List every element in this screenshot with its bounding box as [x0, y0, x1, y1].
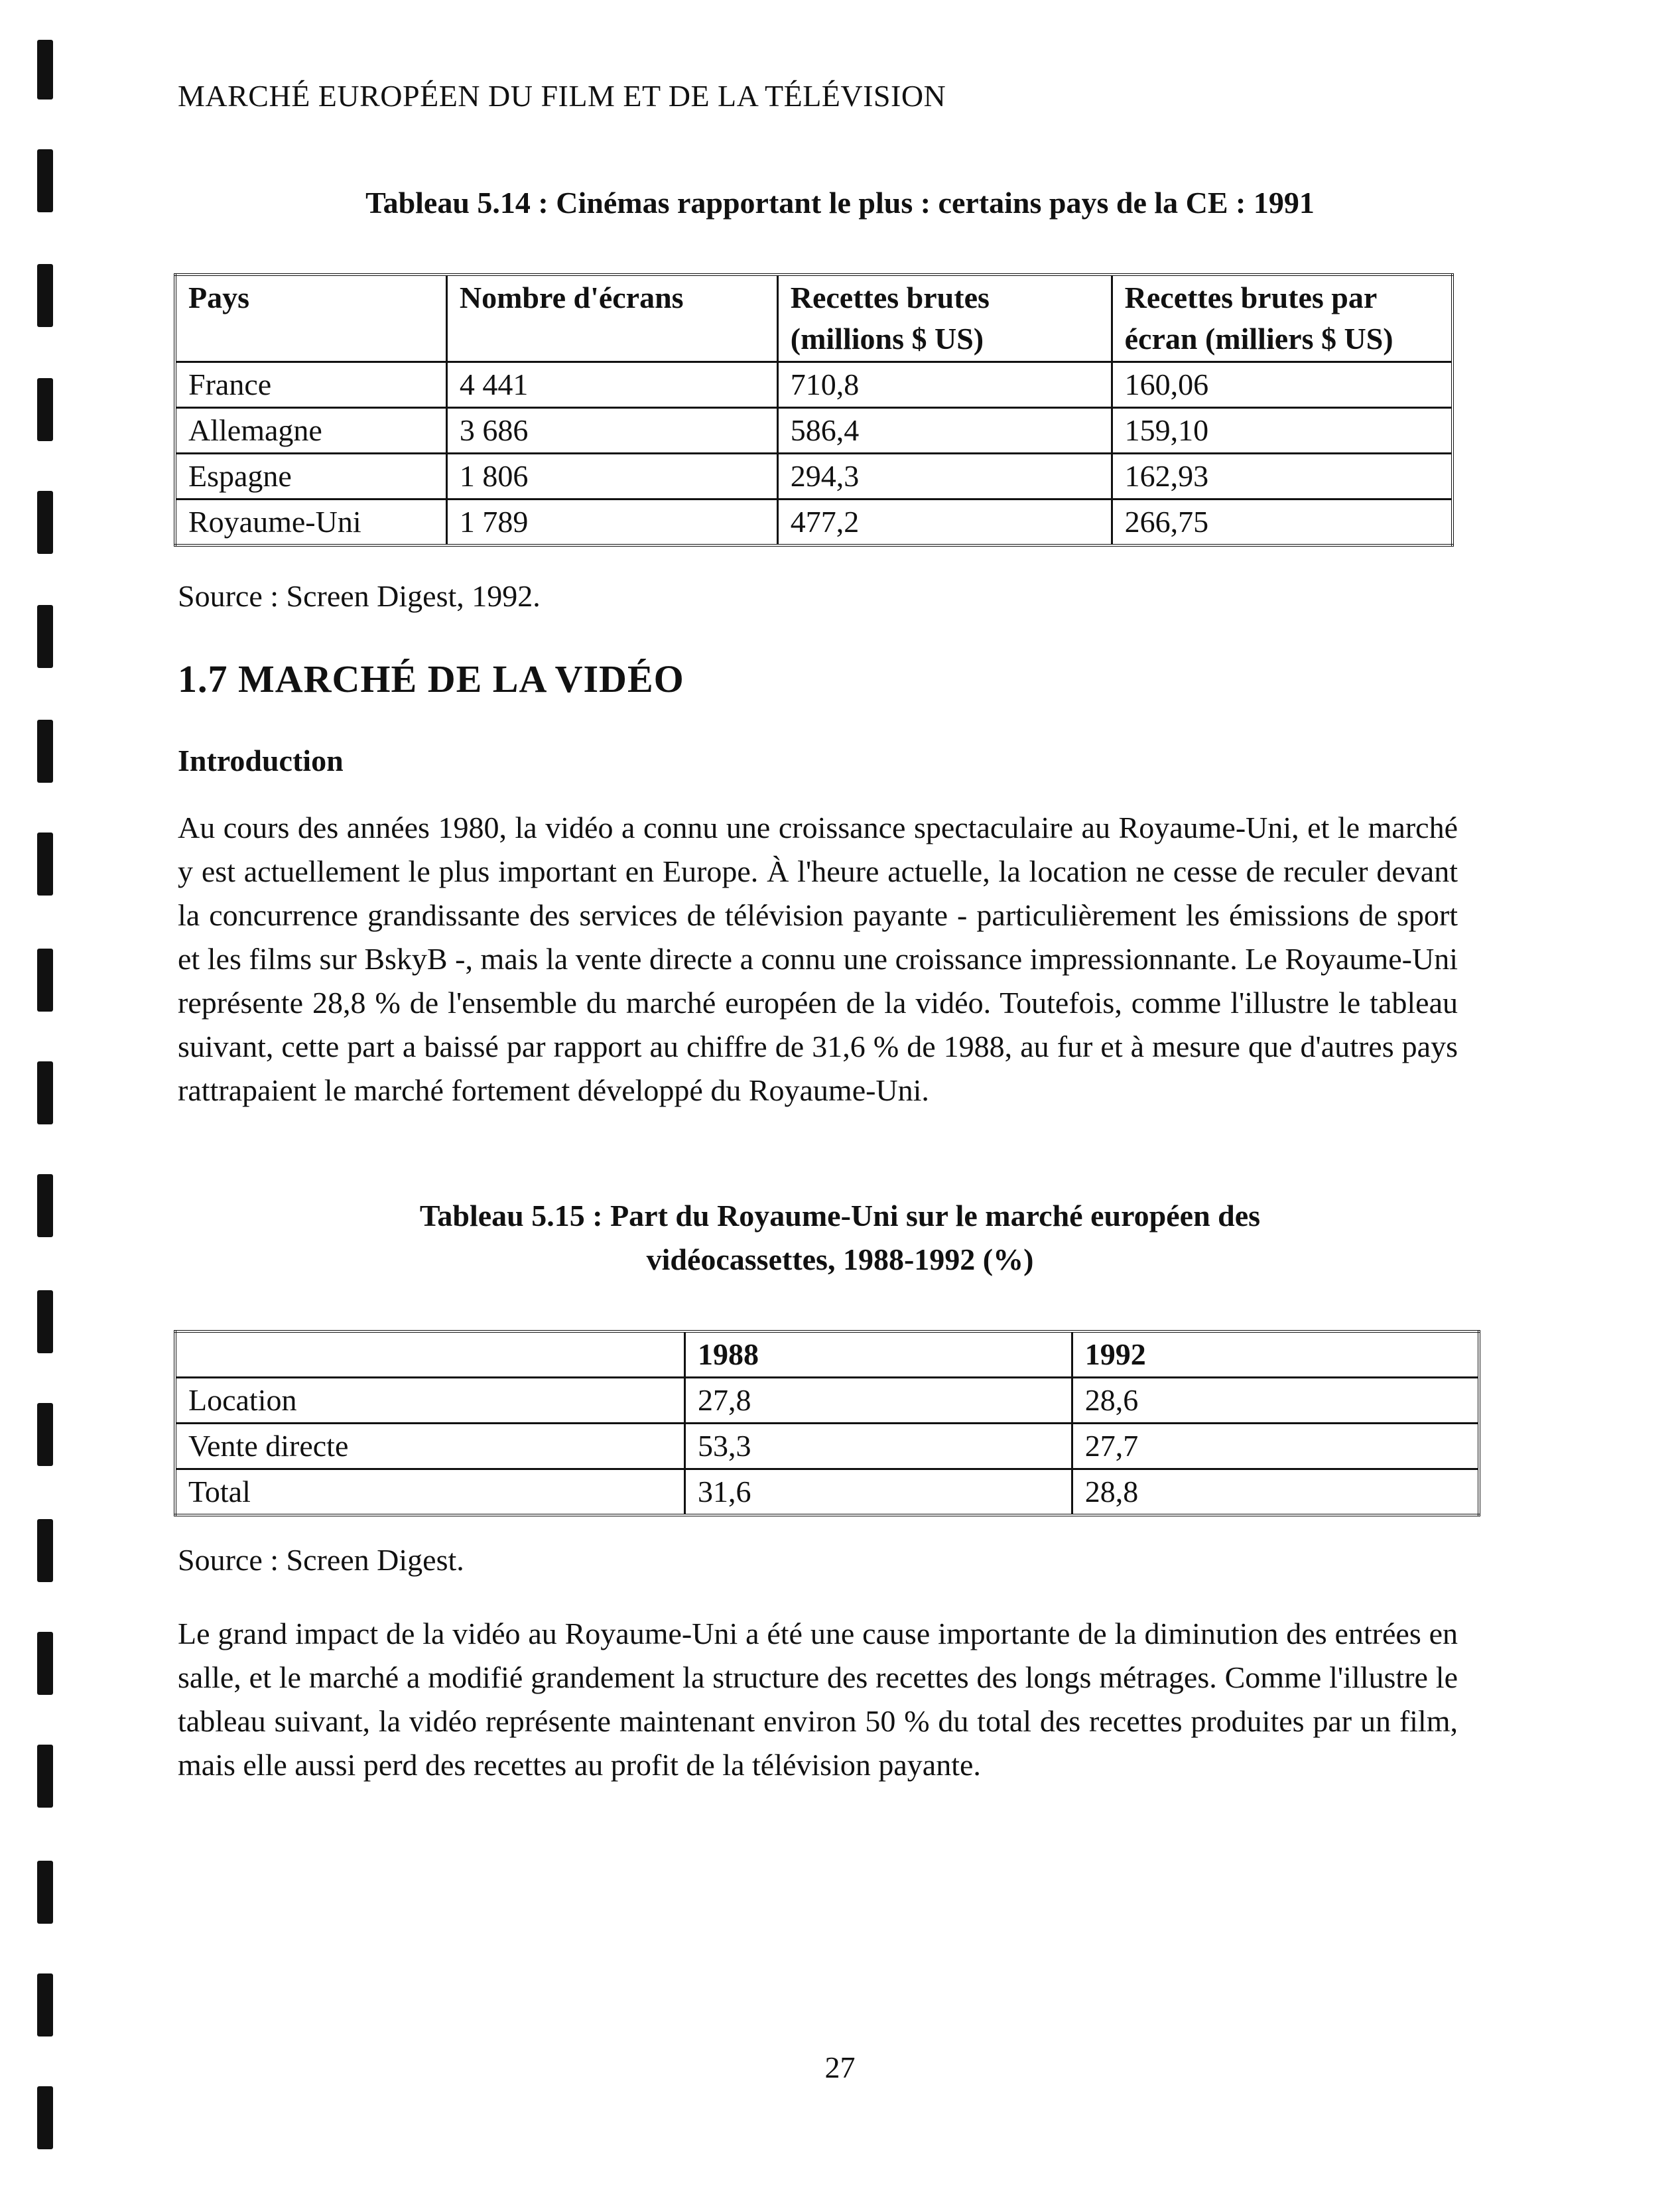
column-header: Pays [175, 275, 446, 362]
table-cell: 3 686 [446, 408, 777, 454]
table-cell: Total [175, 1469, 684, 1516]
column-header [175, 1331, 684, 1378]
binding-mark [37, 2086, 53, 2149]
table-5-15 [174, 1330, 1480, 1516]
table-cell: 1 789 [446, 500, 777, 546]
column-header: Recettes brutes (millions $ US) [777, 275, 1112, 362]
table-cell: 162,93 [1112, 454, 1453, 500]
table-row [175, 1469, 1479, 1516]
table-cell: 294,3 [777, 454, 1112, 500]
table-cell: 27,7 [1072, 1424, 1479, 1469]
binding-mark [37, 1973, 53, 2036]
table-cell: 586,4 [777, 408, 1112, 454]
table-row [175, 1378, 1479, 1424]
binding-mark [37, 720, 53, 783]
intro-paragraph: Au cours des années 1980, la vidéo a connu une croissance spectaculaire au Royaume-Uni, et le marché y est actuellement le plus important en Europe. À l'heure actuelle, la location ne cesse de reculer devant la concurrence grandissante des services de télévision payante - particulièrement les émissions de sport et les films sur BskyB -, mais la vente directe a connu une croissance impressionnante. Le Royaume-Uni représente 28,8 % de l'ensemble du marché européen de la vidéo. Toutefois, comme l'illustre le tableau suivant, cette part a baissé par rapport au chiffre de 31,6 % de 1988, au fur et à mesure que d'autres pays rattrapaient le marché fortement développé du Royaume-Uni. [178, 811, 1458, 1107]
binding-mark [37, 605, 53, 668]
binding-mark [37, 1745, 53, 1808]
binding-mark [37, 264, 53, 327]
section-title: 1.7 MARCHÉ DE LA VIDÉO [178, 657, 684, 701]
table-cell: 53,3 [684, 1424, 1072, 1469]
binding-mark [37, 378, 53, 441]
table-cell: 710,8 [777, 362, 1112, 408]
binding-mark [37, 833, 53, 896]
table-cell: 28,6 [1072, 1378, 1479, 1424]
table-row [175, 1424, 1479, 1469]
binding-mark [37, 949, 53, 1012]
table-cell: France [175, 362, 446, 408]
binding-mark [37, 40, 53, 100]
table-5-14-source: Source : Screen Digest, 1992. [178, 579, 541, 613]
table-cell: 1 806 [446, 454, 777, 500]
table-cell: 160,06 [1112, 362, 1453, 408]
table-cell: 28,8 [1072, 1469, 1479, 1516]
table-5-14-caption: Tableau 5.14 : Cinémas rapportant le plus : certains pays de la CE : 1991 [365, 186, 1315, 220]
column-header: Nombre d'écrans [446, 275, 777, 362]
table-cell: Espagne [175, 454, 446, 500]
table-cell: Allemagne [175, 408, 446, 454]
binding-mark [37, 1861, 53, 1924]
table-row [175, 454, 1453, 500]
running-header: MARCHÉ EUROPÉEN DU FILM ET DE LA TÉLÉVISION [178, 79, 946, 113]
binding-mark [37, 1632, 53, 1695]
binding-mark [37, 491, 53, 554]
table-cell: 266,75 [1112, 500, 1453, 546]
binding-marks [0, 0, 80, 2203]
binding-mark [37, 1519, 53, 1582]
table-5-15-source: Source : Screen Digest. [178, 1543, 464, 1577]
table-row [175, 500, 1453, 546]
binding-mark [37, 1061, 53, 1124]
table-header-row [175, 275, 1453, 362]
table-5-15-caption-line1: Tableau 5.15 : Part du Royaume-Uni sur le marché européen des [419, 1199, 1261, 1233]
table-cell: 159,10 [1112, 408, 1453, 454]
binding-mark [37, 1290, 53, 1353]
table-5-14 [174, 273, 1454, 547]
column-header: 1992 [1072, 1331, 1479, 1378]
table-cell: 4 441 [446, 362, 777, 408]
table-header-row [175, 1331, 1479, 1378]
table-5-15-caption-line2: vidéocassettes, 1988-1992 (%) [646, 1242, 1034, 1276]
table-cell: 31,6 [684, 1469, 1072, 1516]
table-cell: 477,2 [777, 500, 1112, 546]
binding-mark [37, 1403, 53, 1466]
table-cell: 27,8 [684, 1378, 1072, 1424]
closing-paragraph: Le grand impact de la vidéo au Royaume-Uni a été une cause importante de la diminution des entrées en salle, et le marché a modifié grandement la structure des recettes des longs métrages. Comme l'illustre le tableau suivant, la vidéo représente maintenant environ 50 % du total des recettes produites par un film, mais elle aussi perd des recettes au profit de la télévision payante. [178, 1617, 1458, 1782]
table-row [175, 362, 1453, 408]
column-header: Recettes brutes par écran (milliers $ US) [1112, 275, 1453, 362]
table-cell: Royaume-Uni [175, 500, 446, 546]
column-header: 1988 [684, 1331, 1072, 1378]
table-cell: Vente directe [175, 1424, 684, 1469]
table-row [175, 408, 1453, 454]
subsection-title: Introduction [178, 744, 344, 777]
page-number: 27 [824, 2050, 856, 2084]
table-cell: Location [175, 1378, 684, 1424]
